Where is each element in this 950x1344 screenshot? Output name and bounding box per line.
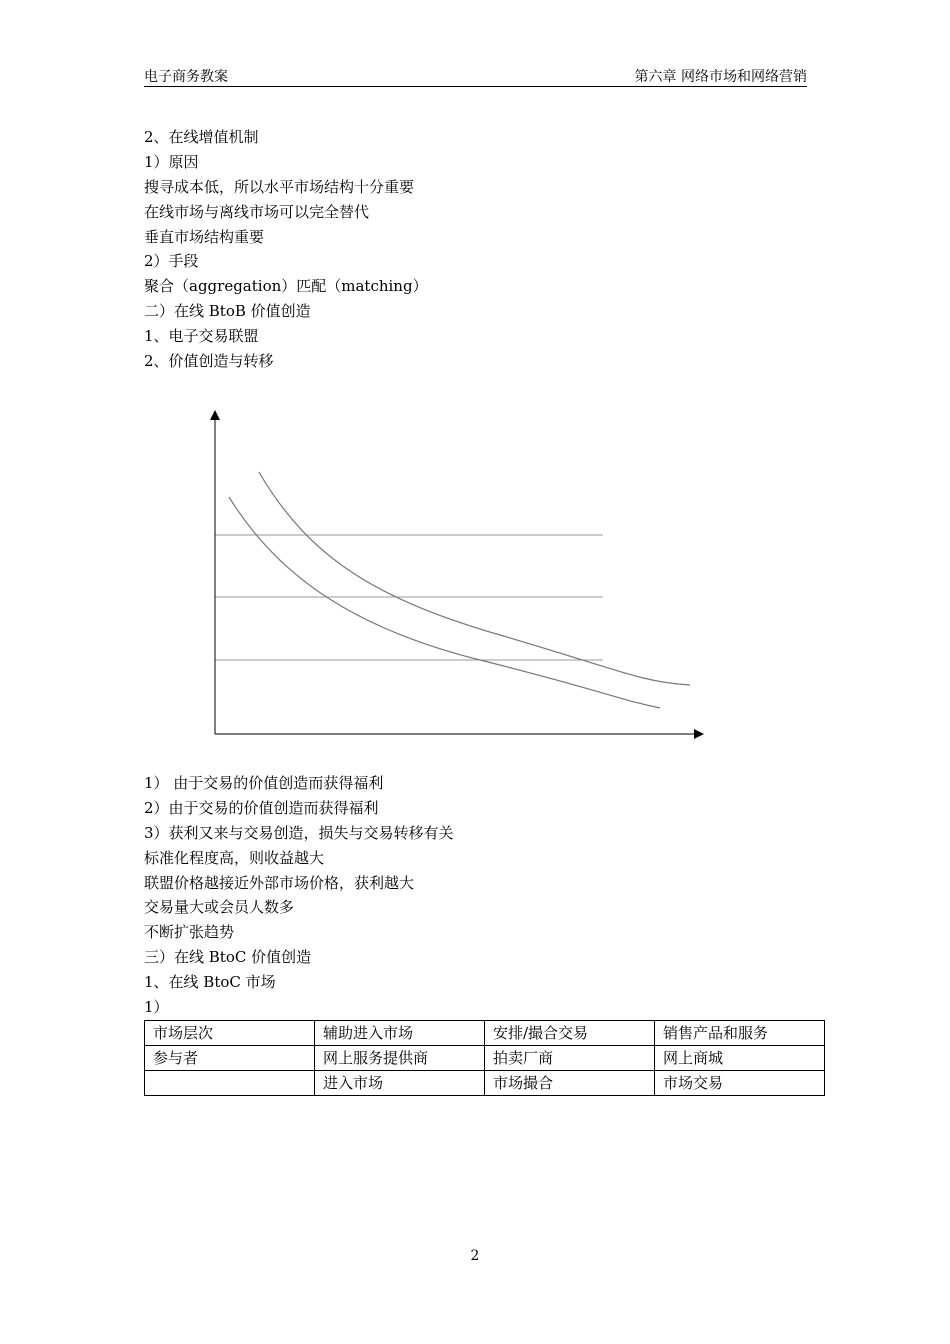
lower-curve xyxy=(229,497,660,708)
market-levels-table xyxy=(144,1020,825,1096)
text-line: 1）原因 xyxy=(144,152,199,171)
text-line: 2、在线增值机制 xyxy=(144,128,259,146)
table-row xyxy=(145,1046,825,1071)
section-heading: 二）在线 BtoB 价值创造 xyxy=(144,302,311,321)
text-line: 1） xyxy=(144,998,169,1017)
diagram-svg xyxy=(200,400,720,750)
text-line: 在线市场与离线市场可以完全替代 xyxy=(144,202,370,221)
text-line: 1、电子交易联盟 xyxy=(144,327,259,346)
text-line: 1） 由于交易的价值创造而获得福利 xyxy=(144,774,384,792)
text-line: 2）手段 xyxy=(144,252,199,271)
table-cell: 辅助进入市场 xyxy=(315,1021,485,1046)
table-cell: 销售产品和服务 xyxy=(655,1021,825,1046)
text-line: 2）由于交易的价值创造而获得福利 xyxy=(144,798,379,817)
upper-curve xyxy=(259,472,690,685)
text-line: 标准化程度高，则收益越大 xyxy=(144,848,325,867)
header-right-chapter: 第六章 网络市场和网络营销 xyxy=(634,69,807,85)
body-text-top xyxy=(144,125,807,374)
y-axis-arrow-icon xyxy=(210,410,220,420)
table-cell: 网上商城 xyxy=(655,1046,825,1071)
page-header xyxy=(144,66,807,87)
table-cell: 进入市场 xyxy=(315,1071,485,1096)
text-line: 3）获利又来与交易创造，损失与交易转移有关 xyxy=(144,823,454,842)
value-creation-diagram xyxy=(200,400,720,750)
header-left-title: 电子商务教案 xyxy=(144,69,228,85)
text-line: 1、在线 BtoC 市场 xyxy=(144,973,276,992)
body-text-bottom xyxy=(144,771,807,1020)
table-row xyxy=(145,1071,825,1096)
table-row xyxy=(145,1021,825,1046)
page-number: 2 xyxy=(470,1248,480,1264)
table-cell: 网上服务提供商 xyxy=(315,1046,485,1071)
x-axis-arrow-icon xyxy=(694,729,704,739)
text-line: 不断扩张趋势 xyxy=(144,923,235,942)
table-cell: 市场撮合 xyxy=(485,1071,655,1096)
text-line: 交易量大或会员人数多 xyxy=(144,898,295,917)
text-line: 联盟价格越接近外部市场价格，获利越大 xyxy=(144,873,415,892)
table-cell: 市场交易 xyxy=(655,1071,825,1096)
section-heading: 三）在线 BtoC 价值创造 xyxy=(144,948,312,967)
table-cell xyxy=(145,1071,315,1096)
text-line: 搜寻成本低，所以水平市场结构十分重要 xyxy=(144,177,415,196)
table-cell: 参与者 xyxy=(145,1046,315,1071)
text-line: 2、价值创造与转移 xyxy=(144,352,274,371)
table-cell: 拍卖厂商 xyxy=(485,1046,655,1071)
text-line: 聚合（aggregation）匹配（matching） xyxy=(144,277,428,296)
table-cell: 市场层次 xyxy=(145,1021,315,1046)
text-line: 垂直市场结构重要 xyxy=(144,227,265,246)
table-cell: 安排/撮合交易 xyxy=(485,1021,655,1046)
